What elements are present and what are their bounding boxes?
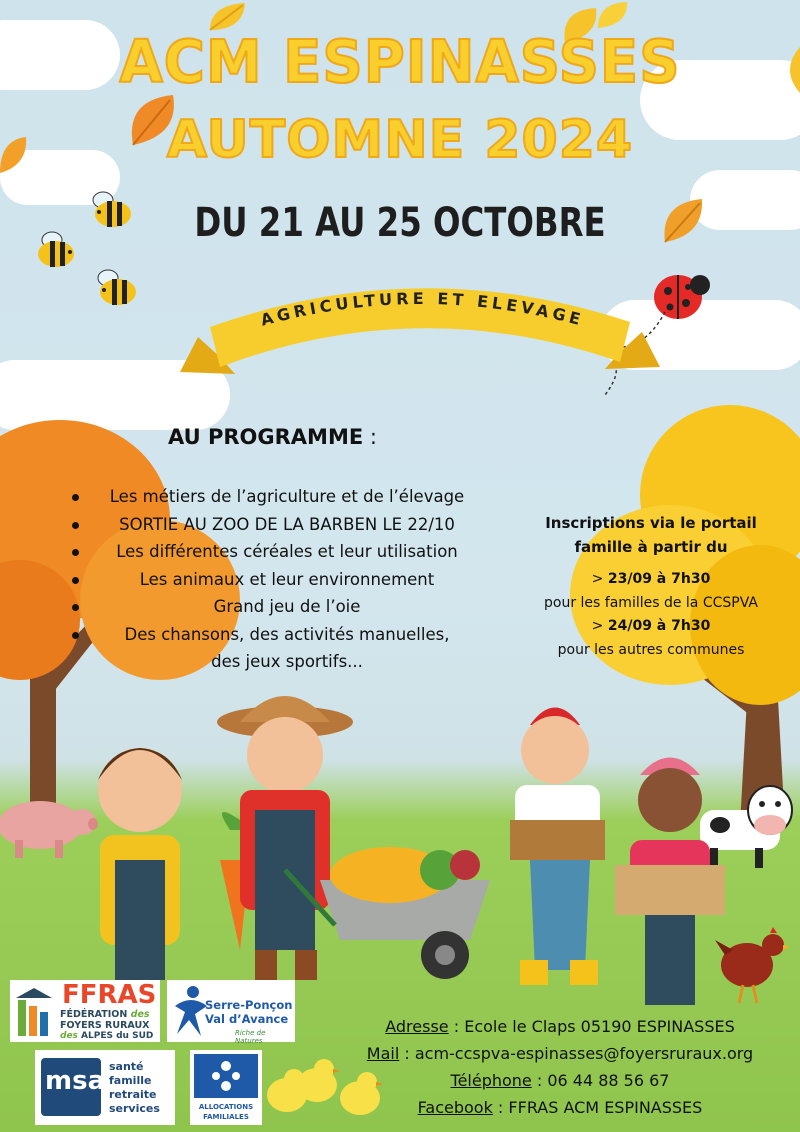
pig-illustration — [0, 790, 100, 860]
list-item-text: Les métiers de l’agriculture et de l’élevage — [109, 487, 465, 506]
list-item — [72, 511, 502, 539]
event-dates: DU 21 AU 25 OCTOBRE — [194, 200, 606, 246]
serre-line1: Serre-Ponçon — [205, 998, 293, 1012]
inscription-note-2: pour les autres communes — [557, 641, 745, 658]
ffras-emblem-icon — [14, 986, 54, 1038]
leaf-icon — [595, 0, 630, 30]
title-line2: AUTOMNE 2024 — [166, 110, 634, 170]
date-prefix: > — [591, 618, 608, 634]
list-item-text: Les animaux et leur environnement — [139, 569, 435, 589]
caf-line1: ALLOCATIONS — [198, 1103, 254, 1111]
list-item — [72, 538, 502, 566]
caf-family-icon — [208, 1058, 244, 1094]
ffras-line2: FOYERS RURAUX — [60, 1020, 150, 1031]
theme-ribbon-banner — [180, 262, 660, 402]
bullet-icon — [72, 494, 79, 501]
inscription-date-2 — [520, 615, 782, 639]
date-prefix: > — [591, 571, 608, 587]
program-list — [72, 483, 502, 676]
list-item-text: Des chansons, des activités manuelles, — [124, 624, 450, 644]
ffras-line3-text: ALPES du SUD — [81, 1031, 154, 1041]
bullet-icon — [72, 577, 79, 584]
list-item-text: SORTIE AU ZOO DE LA BARBEN LE 22/10 — [119, 514, 455, 534]
address-value: : Ecole le Claps 05190 ESPINASSES — [448, 1017, 735, 1036]
list-item-continuation — [72, 648, 502, 676]
list-item — [72, 621, 502, 649]
msa-line4: services — [109, 1102, 160, 1115]
facebook-value[interactable]: : FFRAS ACM ESPINASSES — [492, 1098, 703, 1117]
mail-label: Mail — [366, 1044, 400, 1063]
caf-line2: FAMILIALES — [203, 1113, 249, 1121]
inscriptions-heading-2: famille à partir du — [574, 538, 728, 556]
date-value: 24/09 à 7h30 — [607, 618, 711, 634]
bullet-icon — [72, 604, 79, 611]
serre-line2: Val d’Avance — [205, 1012, 289, 1026]
contact-mail — [330, 1044, 790, 1063]
children-farm-illustration — [90, 680, 730, 1010]
date-value: 23/09 à 7h30 — [607, 571, 711, 587]
facebook-label: Facebook — [417, 1098, 493, 1117]
list-item — [72, 483, 502, 511]
bullet-icon — [72, 522, 79, 529]
caf-logo — [190, 1050, 262, 1125]
ffras-name: FFRAS — [62, 980, 157, 1010]
list-item — [72, 593, 502, 621]
mail-value[interactable]: : acm-ccspva-espinasses@foyersruraux.org — [399, 1044, 754, 1063]
ffras-line1 — [60, 1009, 150, 1020]
inscription-note-1: pour les familles de la CCSPVA — [544, 594, 758, 611]
title-line1: ACM ESPINASSES — [119, 28, 681, 97]
list-item-text: Les différentes céréales et leur utilisation — [116, 542, 458, 561]
list-item-text: des jeux sportifs... — [211, 652, 363, 671]
program-heading-text: AU PROGRAMME — [168, 425, 364, 449]
bee-icon — [90, 268, 140, 308]
ffras-line1-suffix: des — [130, 1009, 150, 1020]
list-item — [72, 566, 502, 594]
program-heading — [168, 425, 377, 449]
ffras-logo — [10, 980, 160, 1042]
msa-letters: msa — [45, 1066, 106, 1096]
contact-address — [330, 1017, 790, 1036]
ffras-line3 — [60, 1031, 153, 1041]
ffras-line3-prefix: des — [60, 1031, 78, 1041]
bullet-icon — [72, 549, 79, 556]
serre-poncon-logo — [167, 980, 295, 1045]
phone-value[interactable]: : 06 44 88 56 67 — [531, 1071, 670, 1090]
msa-line3: retraite — [109, 1088, 157, 1101]
ffras-line1-text: FÉDÉRATION — [60, 1009, 128, 1020]
msa-line1: santé — [109, 1060, 144, 1073]
inscriptions-heading-1: Inscriptions via le portail — [545, 514, 757, 532]
msa-logo — [35, 1050, 175, 1125]
list-item-text: Grand jeu de l’oie — [213, 597, 361, 616]
msa-line2: famille — [109, 1074, 152, 1087]
phone-label: Téléphone — [450, 1071, 532, 1090]
inscription-date-1 — [520, 568, 782, 592]
theme-banner-text: AGRICULTURE ET ELEVAGE — [258, 288, 587, 330]
program-heading-colon: : — [363, 425, 377, 449]
address-label: Adresse — [385, 1017, 449, 1036]
contact-phone — [330, 1071, 790, 1090]
inscriptions-block — [520, 511, 782, 662]
bullet-icon — [72, 632, 79, 639]
contact-facebook — [330, 1098, 790, 1117]
serre-tagline: Riche de Natures — [235, 1029, 266, 1045]
